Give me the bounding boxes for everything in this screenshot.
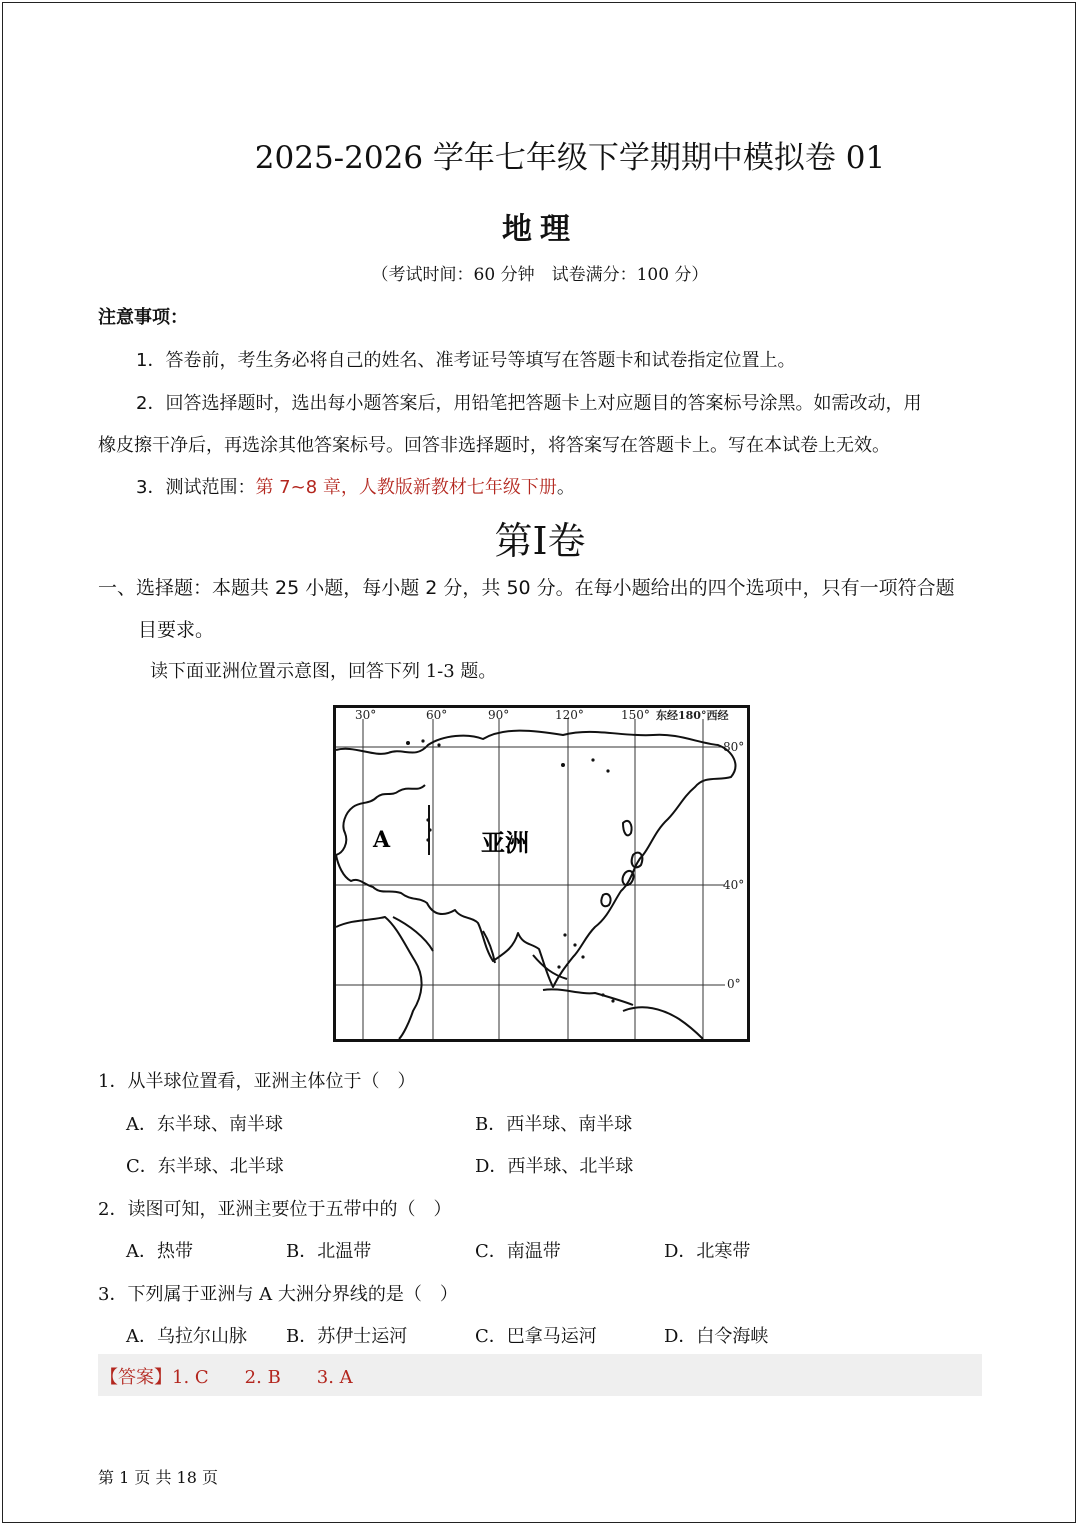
lat-label: 40° xyxy=(723,878,745,892)
question-2-option-d: D．北寒带 xyxy=(664,1241,751,1262)
section-heading-line-1: 一、选择题：本题共 25 小题，每小题 2 分，共 50 分。在每小题给出的四个选项中，只有一项符合题 xyxy=(98,577,955,599)
notice-item-3-prefix: 3．测试范围： xyxy=(136,477,256,498)
notice-heading: 注意事项： xyxy=(98,307,188,328)
notice-item-1: 1．答卷前，考生务必将自己的姓名、准考证号等填写在答题卡和试卷指定位置上。 xyxy=(136,350,796,371)
page-footer: 第 1 页 共 18 页 xyxy=(98,1468,218,1487)
region-a-label: A xyxy=(373,827,391,853)
lon-label: 30° xyxy=(355,708,377,722)
asia-label: 亚洲 xyxy=(481,828,529,857)
notice-item-2-line-1: 2．回答选择题时，选出每小题答案后，用铅笔把答题卡上对应题目的答案标号涂黑。如需改动，用 xyxy=(136,393,922,414)
question-2-stem: 2．读图可知，亚洲主要位于五带中的（ ） xyxy=(98,1199,452,1220)
answer-text: 【答案】1. C 2. B 3. A xyxy=(100,1367,353,1388)
lon-label: 90° xyxy=(488,708,510,722)
subject-title: 地理 xyxy=(502,212,578,247)
question-1-option-c: C．东半球、北半球 xyxy=(126,1156,284,1177)
page-title: 2025-2026 学年七年级下学期期中模拟卷 01 xyxy=(254,140,886,176)
map-intro: 读下面亚洲位置示意图，回答下列 1-3 题。 xyxy=(150,661,497,682)
notice-item-2-line-2: 橡皮擦干净后，再选涂其他答案标号。回答非选择题时，将答案写在答题卡上。写在本试卷上无效。 xyxy=(98,435,890,456)
lon-label: 120° xyxy=(555,708,584,722)
question-1-option-d: D．西半球、北半球 xyxy=(475,1156,634,1177)
question-2-option-a: A．热带 xyxy=(126,1241,193,1262)
question-3-option-c: C．巴拿马运河 xyxy=(475,1326,597,1347)
question-3-stem: 3．下列属于亚洲与 A 大洲分界线的是（ ） xyxy=(98,1284,458,1305)
volume-title: 第I卷 xyxy=(494,519,586,563)
question-2-option-b: B．北温带 xyxy=(286,1241,372,1262)
exam-info: （考试时间：60 分钟 试卷满分：100 分） xyxy=(371,265,709,285)
question-3-option-d: D．白令海峡 xyxy=(664,1326,769,1347)
lon-label: 150° xyxy=(621,708,650,722)
question-3-option-a: A．乌拉尔山脉 xyxy=(126,1326,247,1347)
question-1-stem: 1．从半球位置看，亚洲主体位于（ ） xyxy=(98,1071,416,1092)
question-1-option-b: B．西半球、南半球 xyxy=(475,1114,633,1135)
map-frame xyxy=(335,707,749,1041)
lat-label: 0° xyxy=(727,977,741,991)
notice-item-3-suffix: 。 xyxy=(556,477,575,498)
question-1-option-a: A．东半球、南半球 xyxy=(126,1114,283,1135)
question-2-option-c: C．南温带 xyxy=(475,1241,561,1262)
question-3-option-b: B．苏伊士运河 xyxy=(286,1326,408,1347)
lon-label: 60° xyxy=(426,708,448,722)
test-scope: 第 7~8 章，人教版新教材七年级下册 xyxy=(255,477,557,498)
notice-item-3 xyxy=(136,473,575,499)
section-heading-line-2: 目要求。 xyxy=(138,619,215,641)
lat-label: 80° xyxy=(723,740,745,754)
lon-label: 东经180°西经 xyxy=(656,709,729,722)
asia-map xyxy=(333,705,750,1042)
